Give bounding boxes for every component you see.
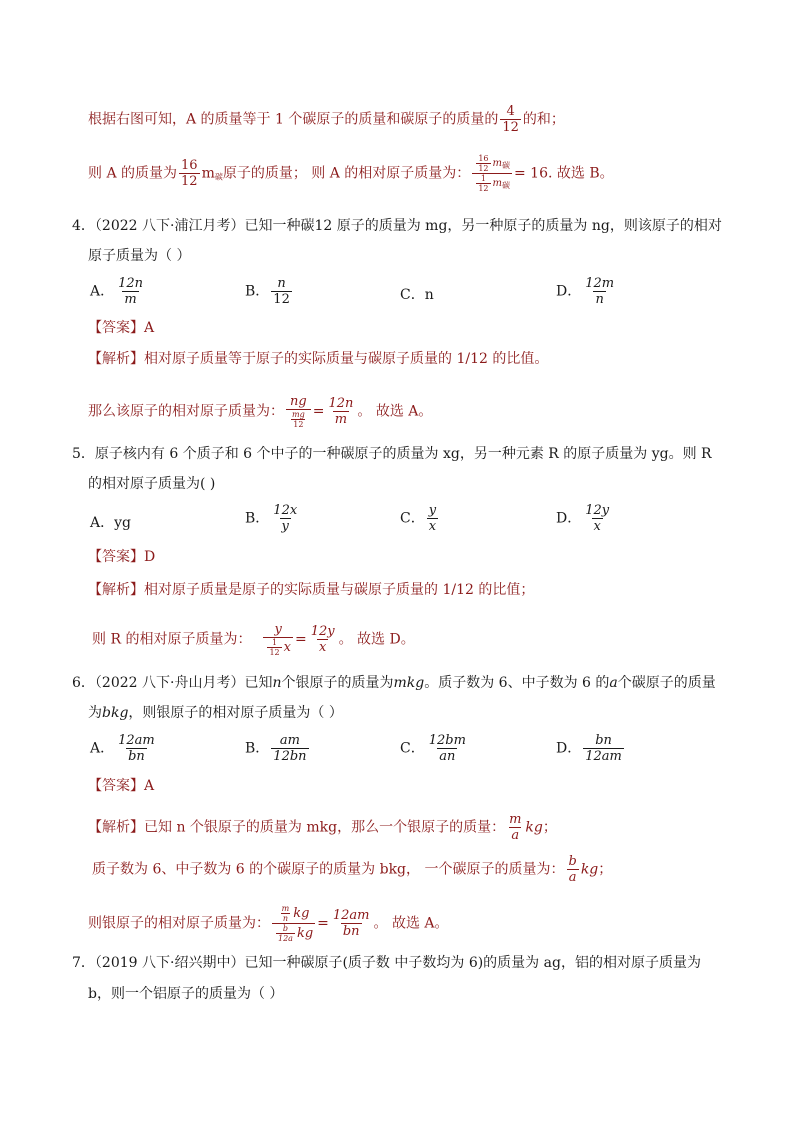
answer-tag: 【答案】 <box>88 778 144 794</box>
q5-option-d[interactable]: D． $\frac{12y}{x}$ <box>556 503 610 534</box>
question-4-stem-line-1 <box>72 216 722 236</box>
explanation-text: 根据右图可知，A 的质量等于 1 个碳原子的质量和碳原子的质量的 <box>88 111 499 128</box>
question-stem: 已知一种碳12 原子的质量为 mg，另一种原子的质量为 ng，则该原子的相对 <box>244 218 722 234</box>
q5-option-a[interactable]: A．yg <box>90 515 131 531</box>
compound-fraction: $\frac{16}{12}$ $m_碳$ $\frac{1}{12}$ $m_碳$ <box>472 154 512 193</box>
answer-tag: 【答案】 <box>88 549 144 565</box>
question-number: 4． <box>72 218 95 234</box>
question-source: （2019 八下·绍兴期中） <box>94 955 245 971</box>
question-source: （2022 八下·浦江月考） <box>94 218 245 234</box>
subscript: 碳 <box>214 172 223 182</box>
answer-value: A <box>144 778 155 794</box>
question-stem: 已知一种碳原子(质子数 中子数均为 6)的质量为 ag，铝的相对原子质量为 <box>244 955 701 971</box>
explanation-line-1 <box>88 104 565 135</box>
q4-analysis-2: 那么该原子的相对原子质量为： $\frac{ng}{\frac{mg}{12}}$ = $\frac{12n}{m}$ 。 故选 A。 <box>88 394 433 429</box>
q4-option-a[interactable]: A． $\frac{12n}{m}$ <box>90 276 144 307</box>
question-number: 6． <box>72 675 95 691</box>
explanation-line-2 <box>88 154 614 193</box>
q4-answer <box>88 318 154 338</box>
question-number: 5． <box>72 446 95 462</box>
q4-option-b[interactable]: B． $\frac{n}{12}$ <box>245 276 290 307</box>
q6-analysis-1: 【解析】已知 n 个银原子的质量为 mkg，那么一个银原子的质量： $\frac{m}{a}$ kg； <box>88 812 557 843</box>
question-5-stem-line-1 <box>72 444 712 464</box>
explanation-text: 则 A 的质量为 <box>88 165 178 182</box>
question-stem: 原子质量为（ ） <box>88 248 191 264</box>
q4-option-d[interactable]: D． $\frac{12m}{n}$ <box>556 276 615 307</box>
q5-analysis-1: 【解析】相对原子质量是原子的实际质量与碳原子质量的 1/12 的比值； <box>88 582 535 598</box>
q5-analysis-2: 则 R 的相对原子质量为： y $\frac{1}{12}$ x = $\frac{12y}{x}$ 。 故选 D。 <box>92 622 415 657</box>
q6-option-d[interactable]: D． $\frac{bn}{12am}$ <box>556 733 622 764</box>
q6-option-c[interactable]: C． $\frac{12bm}{an}$ <box>400 733 466 764</box>
answer-tag: 【答案】 <box>88 320 144 336</box>
explanation-text: = 16. 故选 B。 <box>513 165 614 182</box>
q6-option-b[interactable]: B． $\frac{am}{12bn}$ <box>245 733 307 764</box>
question-7-stem-line-1 <box>72 953 701 973</box>
q5-option-c[interactable]: C． $\frac{y}{x}$ <box>400 503 437 534</box>
question-7-stem-line-2 <box>88 984 283 1004</box>
q6-analysis-3: 则银原子的相对原子质量为： $\frac{m}{n}$ kg $\frac{b}{12a}$ kg = $\frac{12am}{bn}$ 。 故选 A。 <box>88 904 449 943</box>
explanation-text: 原子的质量； 则 A 的相对原子质量为： <box>222 165 471 182</box>
variable-m: m <box>201 165 215 182</box>
fraction: $\frac{4}{12}$ <box>502 104 519 135</box>
question-source: （2022 八下·舟山月考） <box>94 675 245 691</box>
answer-value: D <box>144 549 156 565</box>
question-stem: 原子核内有 6 个质子和 6 个中子的一种碳原子的质量为 xg，另一种元素 R 的原子质量为 yg。则 R <box>94 446 712 462</box>
question-6-stem-line-1: 6．（2022 八下·舟山月考）已知n个银原子的质量为mkg。质子数为 6、中子数为 6 的a个碳原子的质量 <box>72 675 716 691</box>
question-stem: 的相对原子质量为( ) <box>88 476 216 492</box>
q5-answer <box>88 547 155 567</box>
q6-analysis-2: 质子数为 6、中子数为 6 的个碳原子的质量为 bkg， 一个碳原子的质量为： $\frac{b}{a}$ kg； <box>92 854 613 885</box>
question-4-stem-line-2 <box>88 246 190 266</box>
q6-answer <box>88 776 154 796</box>
fraction: $\frac{16}{12}$ <box>181 158 198 189</box>
explanation-text: 的和； <box>522 111 565 128</box>
analysis-tag: 【解析】 <box>88 582 144 598</box>
q4-analysis-1: 【解析】相对原子质量等于原子的实际质量与碳原子质量的 1/12 的比值。 <box>88 351 549 367</box>
q5-option-b[interactable]: B． $\frac{12x}{y}$ <box>245 503 298 534</box>
question-number: 7． <box>72 955 95 971</box>
analysis-tag: 【解析】 <box>88 819 144 836</box>
question-6-stem-line-2: 为bkg，则银原子的相对原子质量为（ ） <box>88 705 343 721</box>
analysis-tag: 【解析】 <box>88 351 144 367</box>
q4-option-c[interactable]: C．n <box>400 287 434 303</box>
question-5-stem-line-2 <box>88 474 215 494</box>
q6-option-a[interactable]: A． $\frac{12am}{bn}$ <box>90 733 155 764</box>
question-stem: b，则一个铝原子的质量为（ ） <box>88 986 284 1002</box>
answer-value: A <box>144 320 155 336</box>
